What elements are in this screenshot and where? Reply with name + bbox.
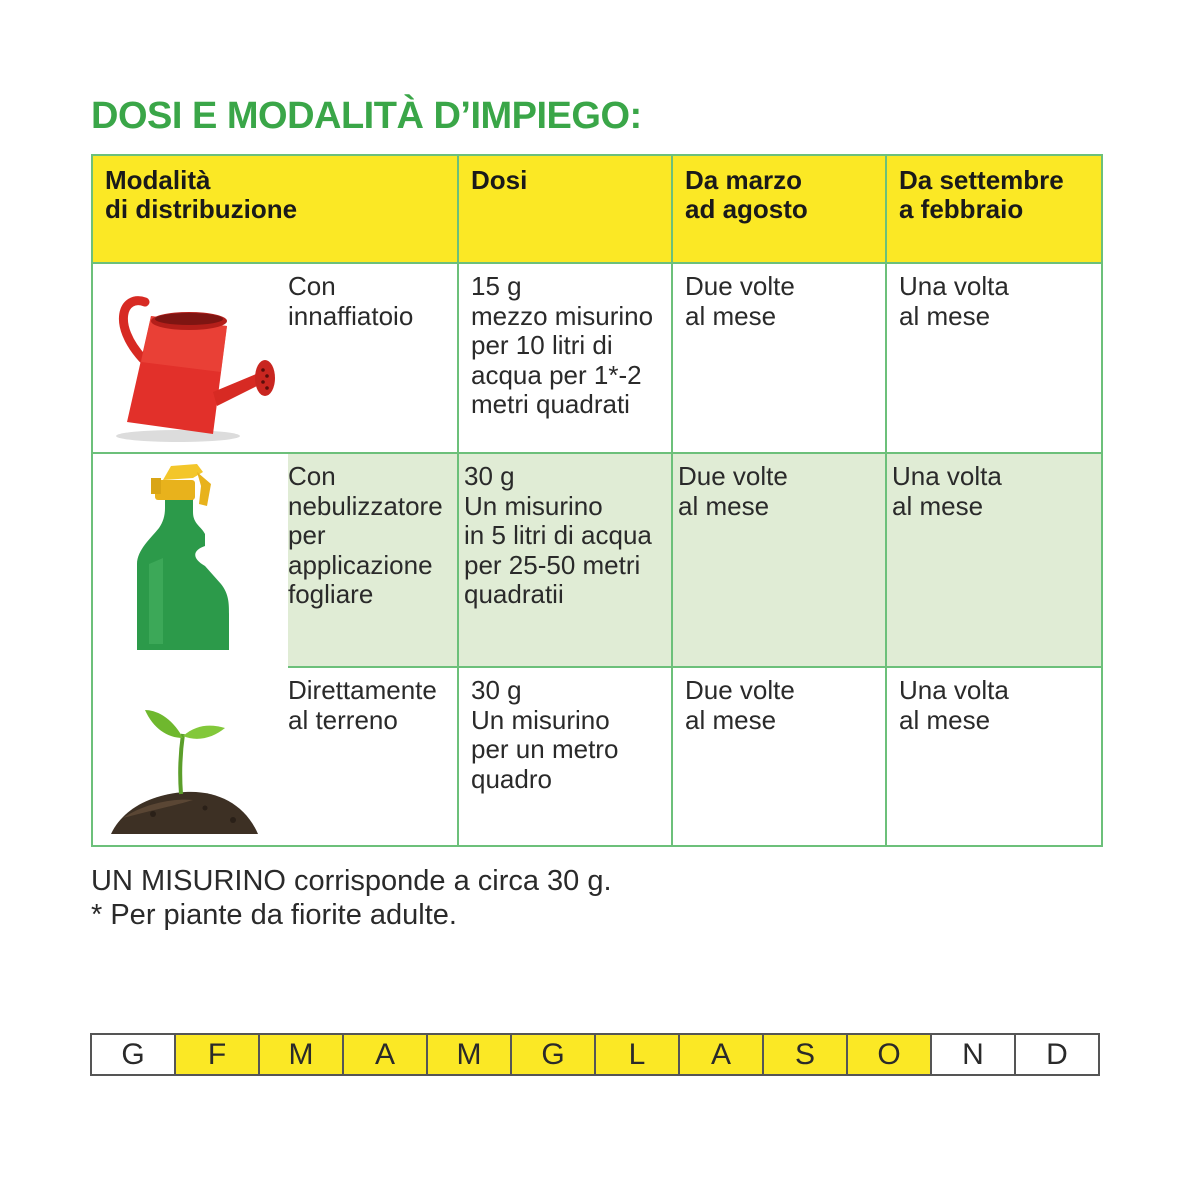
cell-text: al mese	[685, 704, 777, 735]
mode-cell	[92, 263, 458, 453]
month-cell: O	[848, 1035, 932, 1074]
dosage-table	[91, 154, 1103, 847]
header-text: Dosi	[471, 165, 528, 195]
cell-text: Con	[288, 461, 336, 491]
mode-cell	[92, 667, 458, 846]
cell-text: quadro	[471, 763, 552, 794]
mode-label	[288, 272, 458, 331]
cell-text: al mese	[685, 300, 777, 331]
cell-text: 30 g	[464, 461, 515, 491]
cell-text: al mese	[899, 300, 991, 331]
cell-text: per 10 litri di	[471, 330, 613, 360]
cell-text: al terreno	[288, 704, 398, 735]
cell-text: fogliare	[288, 579, 374, 609]
cell-text: Una volta	[892, 461, 1002, 491]
cell-text: per 25-50 metri	[464, 549, 641, 580]
cell-text: metri quadrati	[471, 389, 630, 419]
mode-label	[288, 462, 458, 610]
dose-cell	[458, 263, 672, 453]
cell-text: al mese	[899, 704, 991, 735]
cell-text: Un misurino	[471, 704, 610, 735]
header-text: a febbraio	[899, 194, 1024, 224]
mode-label	[288, 676, 458, 735]
cell-text: Due volte	[685, 271, 795, 301]
watering-can-icon	[93, 264, 288, 454]
cell-text: Con	[288, 271, 336, 301]
cell-text: innaffiatoio	[288, 300, 414, 331]
dose-cell	[458, 667, 672, 846]
header-text: Da marzo	[685, 165, 803, 195]
month-cell: M	[260, 1035, 344, 1074]
cell-text: 30 g	[471, 675, 522, 705]
table-row	[92, 667, 1102, 846]
cell-text: acqua per 1*-2	[471, 359, 642, 390]
cell-text: al mese	[892, 490, 984, 521]
header-autumn	[886, 155, 1102, 263]
table-row	[92, 453, 1102, 667]
month-cell: S	[764, 1035, 848, 1074]
spring-cell	[672, 453, 886, 667]
cell-text: 15 g	[471, 271, 522, 301]
header-spring	[672, 155, 886, 263]
cell-text: Un misurino	[464, 490, 603, 521]
cell-text: quadratii	[464, 579, 564, 609]
cell-text: in 5 litri di acqua	[464, 520, 652, 550]
cell-text: nebulizzatore	[288, 490, 443, 521]
cell-text: Due volte	[685, 675, 795, 705]
spring-cell	[672, 263, 886, 453]
table-row	[92, 263, 1102, 453]
note-text: UN MISURINO corrisponde a circa 30 g.	[91, 865, 612, 897]
autumn-cell	[886, 263, 1102, 453]
cell-text: applicazione	[288, 549, 433, 580]
header-text: ad agosto	[685, 194, 808, 224]
month-cell: D	[1016, 1035, 1098, 1074]
month-cell: A	[344, 1035, 428, 1074]
header-mode	[92, 155, 458, 263]
month-cell: G	[512, 1035, 596, 1074]
month-cell: L	[596, 1035, 680, 1074]
month-cell: M	[428, 1035, 512, 1074]
cell-text: Direttamente	[288, 675, 437, 705]
spray-bottle-icon	[93, 454, 288, 668]
mode-cell	[92, 453, 458, 667]
seedling-icon	[93, 668, 288, 847]
footnotes	[91, 864, 612, 932]
cell-text: mezzo misurino	[471, 300, 654, 331]
note-text: * Per piante da fiorite adulte.	[91, 899, 457, 931]
header-text: di distribuzione	[105, 194, 298, 224]
header-dose	[458, 155, 672, 263]
cell-text: Una volta	[899, 675, 1009, 705]
header-text: Modalità	[105, 165, 211, 195]
autumn-cell	[886, 667, 1102, 846]
cell-text: per	[288, 520, 326, 550]
dose-cell	[458, 453, 672, 667]
cell-text: per un metro	[471, 734, 619, 764]
table-header-row	[92, 155, 1102, 263]
cell-text: Due volte	[678, 461, 788, 491]
cell-text: Una volta	[899, 271, 1009, 301]
autumn-cell	[886, 453, 1102, 667]
month-calendar	[90, 1033, 1100, 1076]
header-text: Da settembre	[899, 165, 1064, 195]
month-cell: G	[92, 1035, 176, 1074]
page-title: DOSI E MODALITÀ D’IMPIEGO:	[91, 95, 642, 137]
spring-cell	[672, 667, 886, 846]
cell-text: al mese	[678, 490, 770, 521]
month-cell: F	[176, 1035, 260, 1074]
month-cell: N	[932, 1035, 1016, 1074]
month-cell: A	[680, 1035, 764, 1074]
